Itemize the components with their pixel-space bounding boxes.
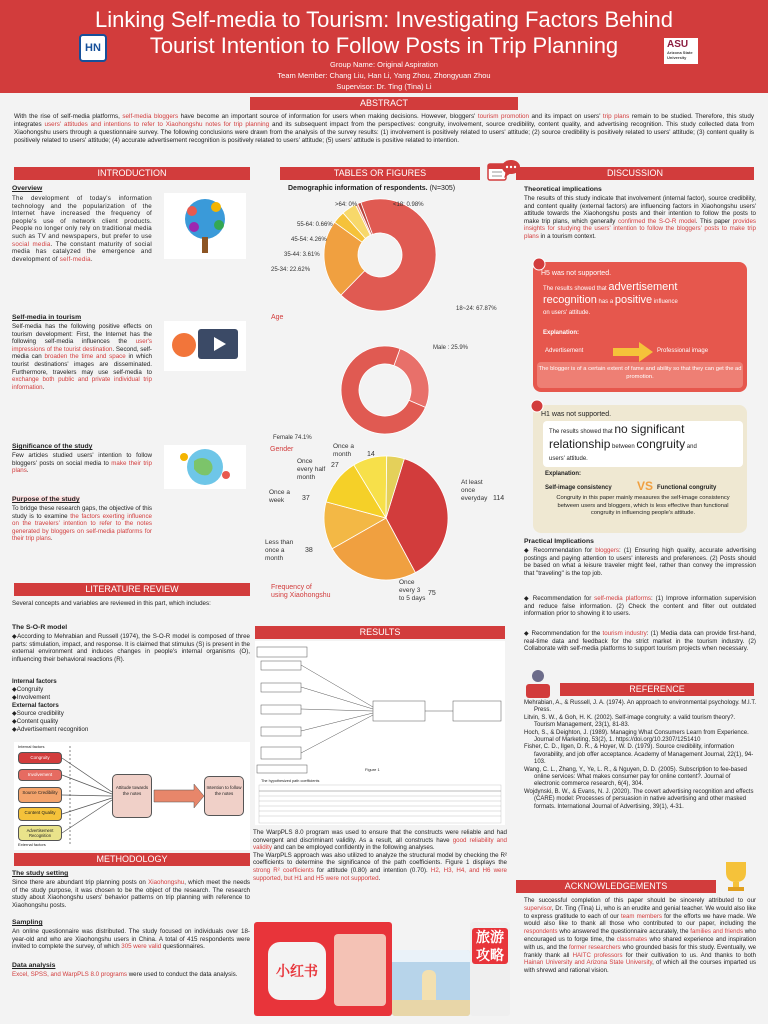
- pie-data-label: 38: [305, 547, 313, 554]
- pie-data-label: 27: [331, 462, 339, 469]
- rec-platforms: ◆ Recommendation for self-media platforms: (1) Improve information supervision and reduce false information. (2) Check the content and filter out outdated information prior to showing it to users.: [524, 595, 756, 618]
- gender-chart-label: Gender: [270, 446, 294, 453]
- pie-data-label: 75: [428, 590, 436, 597]
- practical-heading: Practical Implications: [524, 538, 594, 545]
- pin-icon: [528, 398, 546, 416]
- h1-title: H1 was not supported.: [541, 411, 612, 418]
- study-setting-text: Since there are abundant trip planning posts on Xiaohongshu, which meet the needs of the study purpose, it was chosen to be the object of the research. The research study about Xiaohongshu users' behavior patterns on trip planning with reference to Xiaohongshu posts.: [12, 879, 250, 909]
- reference-item: Wang, C. L., Zhang, Y., Ye, L. R., & Nguyen, D. D. (2005). Subscription to fee-based online services: What makes consumer pay for online content?. Journal of electronic commerce research, 6(4), 304.: [524, 766, 748, 788]
- pie-data-label: 45-54: 4.26%: [291, 237, 327, 243]
- diagram-box-involvement: Involvement: [18, 769, 62, 781]
- abstract-heading: ABSTRACT: [250, 97, 518, 110]
- significance-text: Few articles studied users' intention to follow bloggers' posts on social media to make their trip plans.: [12, 452, 152, 475]
- pie-data-label: to 5 days: [399, 595, 426, 602]
- h1-from-label: Self-image consistency: [545, 485, 612, 491]
- pie-data-label: 37: [302, 495, 310, 502]
- acknowledgements-text: The successful completion of this paper should be sincerely attributed to our supervisor, Dr. Ting (Tina) Li, who is an erudite and genial teacher. We would also like to express gratitude to each of our team members for the efforts we have made. We would also like to thank all those who contributed to our paper, including the respondents who answered the questionnaire accurately, the families and friends who encouraged us to forge time, the classmates who shared experience and inspiration with us, and the former researchers who grounded basis for this study. Eventually, we frankly thank all HAITC professors for their cultivation to us. And thanks to both Hainan University and Arizona State University, of which all the courses imparted us with shrewd and rational vision.: [524, 897, 756, 975]
- pie-data-label: 55-64: 0.66%: [297, 222, 333, 228]
- pin-icon: [530, 256, 548, 274]
- diagram-box-congruity: Congruity: [18, 752, 62, 764]
- pie-data-label: every 3: [399, 587, 421, 594]
- poster-title-line2: Tourist Intention to Follow Posts in Trip Planning: [149, 33, 619, 58]
- internal-factors-heading: Internal factors: [12, 678, 57, 685]
- internal-item-1: ◆Congruity: [12, 686, 44, 693]
- results-text: The WarpPLS 8.0 program was used to ensure that the constructs were reliable and had convergent and discriminant validity. As a result, all constructs have good reliability and validity and can be employed confidently in the following analyses. The WarpPLS approach was also utilized to analyze the structural model by checking the R² coefficients to determine the significance of the path coefficients. Figure 1 displays the strong R² coefficients for attitude (0.80) and intention (0.70). H2, H3, H4, and H6 were supported, but H1 and H5 were not supported.: [253, 829, 507, 882]
- theoretical-text: The results of this study indicate that involvement (internal factor), source credibility, and content quality (external factors) are influencing factors in Xiaohongshu users' attitude towards the Xiaohongshu posts and their intention to follow the posts to make trip plans, which generally confirmed the S-O-R model. This paper provides insights for studying the users' intention to follow the bloggers' posts to make trip plans in a tourism context.: [524, 195, 756, 240]
- pie-data-label: week: [269, 497, 285, 504]
- frequency-chart-label-1: Frequency of: [271, 584, 312, 591]
- reference-item: Fisher, C. D., Ilgen, D. R., & Hoyer, W. D. (1979). Source credibility, information favorability, and job offer acceptance. Academy of Management Journal, 22(1), 94-103.: [524, 744, 754, 766]
- diagram-box-source-credibility: Source Credibility: [18, 787, 62, 803]
- acknowledgements-heading: ACKNOWLEDGEMENTS: [516, 880, 716, 893]
- h5-title: H5 was not supported.: [541, 270, 612, 277]
- person-with-book-icon: [518, 668, 558, 700]
- pie-data-label: >64: 0%: [335, 202, 358, 208]
- pie-data-label: Once a: [269, 489, 290, 496]
- poster-header: [0, 0, 768, 93]
- literature-intro: Several concepts and variables are reviewed in this part, which includes:: [12, 600, 211, 607]
- pie-data-label: 18~24: 67.87%: [456, 306, 497, 312]
- pie-data-label: month: [265, 555, 284, 562]
- purpose-heading: Purpose of the study: [12, 496, 80, 503]
- pie-data-label: every half: [297, 466, 326, 473]
- trophy-icon: [718, 858, 754, 894]
- poster-title-line1: Linking Self-media to Tourism: Investigating Factors Behind: [95, 7, 673, 32]
- overview-heading: Overview: [12, 185, 43, 192]
- data-analysis-heading: Data analysis: [12, 962, 56, 969]
- sampling-heading: Sampling: [12, 919, 43, 926]
- pie-data-label: 14: [367, 451, 375, 458]
- pie-data-label: Once: [297, 458, 313, 465]
- theoretical-heading: Theoretical implications: [524, 186, 602, 193]
- diagram-intention-box: Intention to follow the notes: [204, 776, 244, 816]
- frequency-chart-label-2: using Xiaohongshu: [271, 592, 331, 599]
- figure-caption: Figure 1: [365, 767, 380, 772]
- traveler-photo: [392, 950, 470, 1016]
- methodology-heading: METHODOLOGY: [14, 853, 250, 866]
- h5-to-label: Professional image: [657, 348, 709, 354]
- tables-heading: TABLES OR FIGURES: [280, 167, 480, 180]
- introduction-section: [12, 185, 252, 585]
- h5-note: The blogger is of a certain extent of fame and ability so that they can get the ad promotion.: [537, 362, 743, 388]
- diagram-box-ad-recognition: Advertisement Recognition: [18, 825, 62, 841]
- demographics-charts: [255, 192, 510, 612]
- pie-slice-male: [394, 349, 429, 408]
- introduction-heading: INTRODUCTION: [14, 167, 250, 180]
- internal-item-2: ◆Involvement: [12, 694, 51, 701]
- pie-data-label: <18: 0.98%: [393, 202, 424, 208]
- results-heading: RESULTS: [255, 626, 505, 639]
- pie-data-label: everyday: [461, 495, 488, 502]
- pie-data-label: 114: [493, 495, 505, 502]
- travel-guide-photo: [470, 922, 510, 1016]
- diagram-attitude-box: Attitude towards the notes: [112, 774, 152, 818]
- pie-data-label: Once: [399, 579, 415, 586]
- self-media-tourism-heading: Self-media in tourism: [12, 314, 82, 321]
- table-caption: The hypothesized path coefficients: [261, 779, 320, 783]
- h1-to-label: Functional congruity: [657, 485, 717, 491]
- right-arrow-icon: [613, 342, 653, 362]
- pie-data-label: once a: [265, 547, 285, 554]
- data-analysis-text: Excel, SPSS, and WarpPLS 8.0 programs were used to conduct the data analysis.: [12, 971, 238, 978]
- team-members: Team Member: Chang Liu, Han Li, Yang Zhou, Zhongyuan Zhou: [277, 71, 491, 80]
- xiaohongshu-photo: [254, 922, 392, 1016]
- reference-item: Hoch, S., & Deighton, J. (1989). Managing What Consumers Learn from Experience. Journal of Marketing, 53(2), 1. https://doi.org/10.2307/1251410: [524, 729, 749, 744]
- pie-data-label: once: [461, 487, 476, 494]
- pie-data-label: Less than: [265, 539, 294, 546]
- h1-explanation-label: Explanation:: [545, 471, 582, 477]
- pie-data-label: Male : 25.9%: [433, 345, 469, 351]
- pie-data-label: Female 74.1%: [273, 435, 312, 441]
- sampling-text: An online questionnaire was distributed. The study focused on individuals over 18-year-old and who are Xiaohongshu users in China. A total of 415 respondents were invited to complete the survey, of which 305 were valid questionnaires.: [12, 928, 250, 951]
- pie-data-label: At least: [461, 479, 483, 486]
- structural-model-figure: [255, 641, 505, 825]
- h5-from-label: Advertisement: [545, 348, 584, 354]
- reference-item: Litvin, S. W., & Goh, H. K. (2002). Self-image congruity: a valid tourism theory?. Tourism Management, 23(1), 81-83.: [524, 714, 736, 729]
- significance-heading: Significance of the study: [12, 443, 93, 450]
- external-item-2: ◆Content quality: [12, 718, 59, 725]
- travel-guide-text: 旅游攻略: [472, 928, 508, 964]
- diagram-box-content-quality: Content Quality: [18, 807, 62, 821]
- external-factors-heading: External factors: [12, 702, 59, 709]
- pie-data-label: 25-34: 22.62%: [271, 267, 311, 273]
- sor-model-heading: The S-O-R model: [12, 624, 68, 631]
- abstract-text: With the rise of self-media platforms, self-media bloggers have become an important source of information for users when making decisions. However, bloggers' tourism promotion and its impact on users' trip plans remain to be studied. Therefore, this study integrates users' attitudes and intentions to refer to Xiaohongshu notes for trip planning and its subsequent impact from the perspectives: congruity, involvement, source credibility, content quality, and advertising recognition. This study collected data from Xiaohongshu users through a questionnaire survey. The following conclusions were drawn from the analysis of the survey results: (1) involvement is positively related to users' attitude; (2) source credibility is positively related to users' attitude; (3) content quality is positively related to users' attitude; (4) accurate advertisement recognition is positively related to users' attitude; (5) users' attitude is positive related to intention.: [14, 113, 755, 144]
- literature-heading: LITERATURE REVIEW: [14, 583, 250, 596]
- demographics-title: Demographic information of respondents. (N=305): [288, 185, 456, 192]
- pie-data-label: Once a: [333, 443, 354, 450]
- rec-tourism: ◆ Recommendation for the tourism industry: (1) Media data can provide first-hand, real-time data and feedback for the strict market in the tourism industry. (2) Collaborate with self-media platforms to support tourism projects when necessary.: [524, 630, 756, 653]
- social-media-tree-image: [164, 193, 246, 259]
- hainan-university-logo: HN: [79, 34, 107, 62]
- reference-heading: REFERENCE: [560, 683, 754, 696]
- pie-data-label: month: [297, 474, 316, 481]
- tourism-video-image: [164, 321, 246, 371]
- rec-bloggers: ◆ Recommendation for bloggers: (1) Ensuring high quality, accurate advertising postings and paying attention to users' interests and preferences. (2) Posts should be based on what a leisure traveler might feel, rather than convey the impression that "traveling" is the top job.: [524, 547, 756, 577]
- h1-vs-label: VS: [637, 479, 654, 493]
- study-setting-heading: The study setting: [12, 870, 69, 877]
- diagram-internal-label: Internal factors: [18, 744, 45, 749]
- supervisor: Supervisor: Dr. Ting (Tina) Li: [336, 82, 432, 91]
- h1-box: [533, 405, 747, 533]
- external-item-3: ◆Advertisement recognition: [12, 726, 89, 733]
- group-name: Group Name: Original Aspiration: [330, 60, 438, 69]
- pie-data-label: 35-44: 3.61%: [284, 252, 320, 258]
- xiaohongshu-logo: 小红书: [268, 942, 326, 1000]
- h5-box: [533, 262, 747, 392]
- reference-item: Wojdynski, B. W., & Evans, N. J. (2020). The covert advertising recognition and effects (CARE) model: Processes of persuasion in native advertising and other masked formats. International Journal of Advertising, 39(1), 4-31.: [524, 788, 754, 810]
- asu-logo: ASU Arizona State University: [664, 38, 698, 64]
- external-item-1: ◆Source credibility: [12, 710, 64, 717]
- overview-text: The development of today's information technology and the popularization of the Internet have increased the frequency of people's use of network client products. People no longer only rely on traditional media such as TV and newspapers, but prefer to use social media. The constant maturity of social media has catalyzed the emergence and development of self-media.: [12, 195, 152, 263]
- reference-item: Mehrabian, A., & Russell, J. A. (1974). An approach to environmental psychology. M.I.T. Press.: [524, 700, 757, 714]
- purpose-text: To bridge these research gaps, the objective of this study is to examine the factors exerting influence on the travelers' intention to refer to the notes generated by bloggers on self-media platforms for their trip plans.: [12, 505, 152, 543]
- age-chart-label: Age: [271, 314, 284, 321]
- sor-model-diagram: [14, 742, 250, 850]
- results-figure: [255, 641, 505, 825]
- travel-map-image: [164, 445, 246, 489]
- reference-list: [524, 700, 756, 811]
- h1-note: Congruity in this paper mainly measures the self-image consistency between users and bloggers, which is less effective than functional congruity in influencing people's attitude.: [556, 495, 730, 516]
- sor-model-text: ◆According to Mehrabian and Russell (1974), the S-O-R model is composed of three parts: stimulation, impact, and response. It is claimed that stimulus (S) is present in the external environment and induces changes in people's internal organisms (O), influencing their behavioral reactions (R).: [12, 633, 250, 663]
- pie-data-label: month: [333, 451, 352, 458]
- h5-explanation-label: Explanation:: [543, 330, 580, 336]
- discussion-heading: DISCUSSION: [516, 167, 754, 180]
- diagram-external-label: External factors: [18, 842, 46, 847]
- h1-statement: The results showed that no significant relationship between congruity and users' attitude.: [543, 421, 743, 467]
- self-media-tourism-text: Self-media has the following positive effects on tourism development: First, the Internet has the following self-media influences the user's impressions of the tourist destination. Second, self-media can broaden the time and space in which tourist destinations' images are disseminated. Furthermore, travelers may use self-media to exchange both public and private individual trip information.: [12, 323, 152, 391]
- chat-bubble-icon: [500, 158, 522, 180]
- h5-statement: The results showed that advertisement recognition has a positive influence on users' attitude.: [543, 281, 678, 316]
